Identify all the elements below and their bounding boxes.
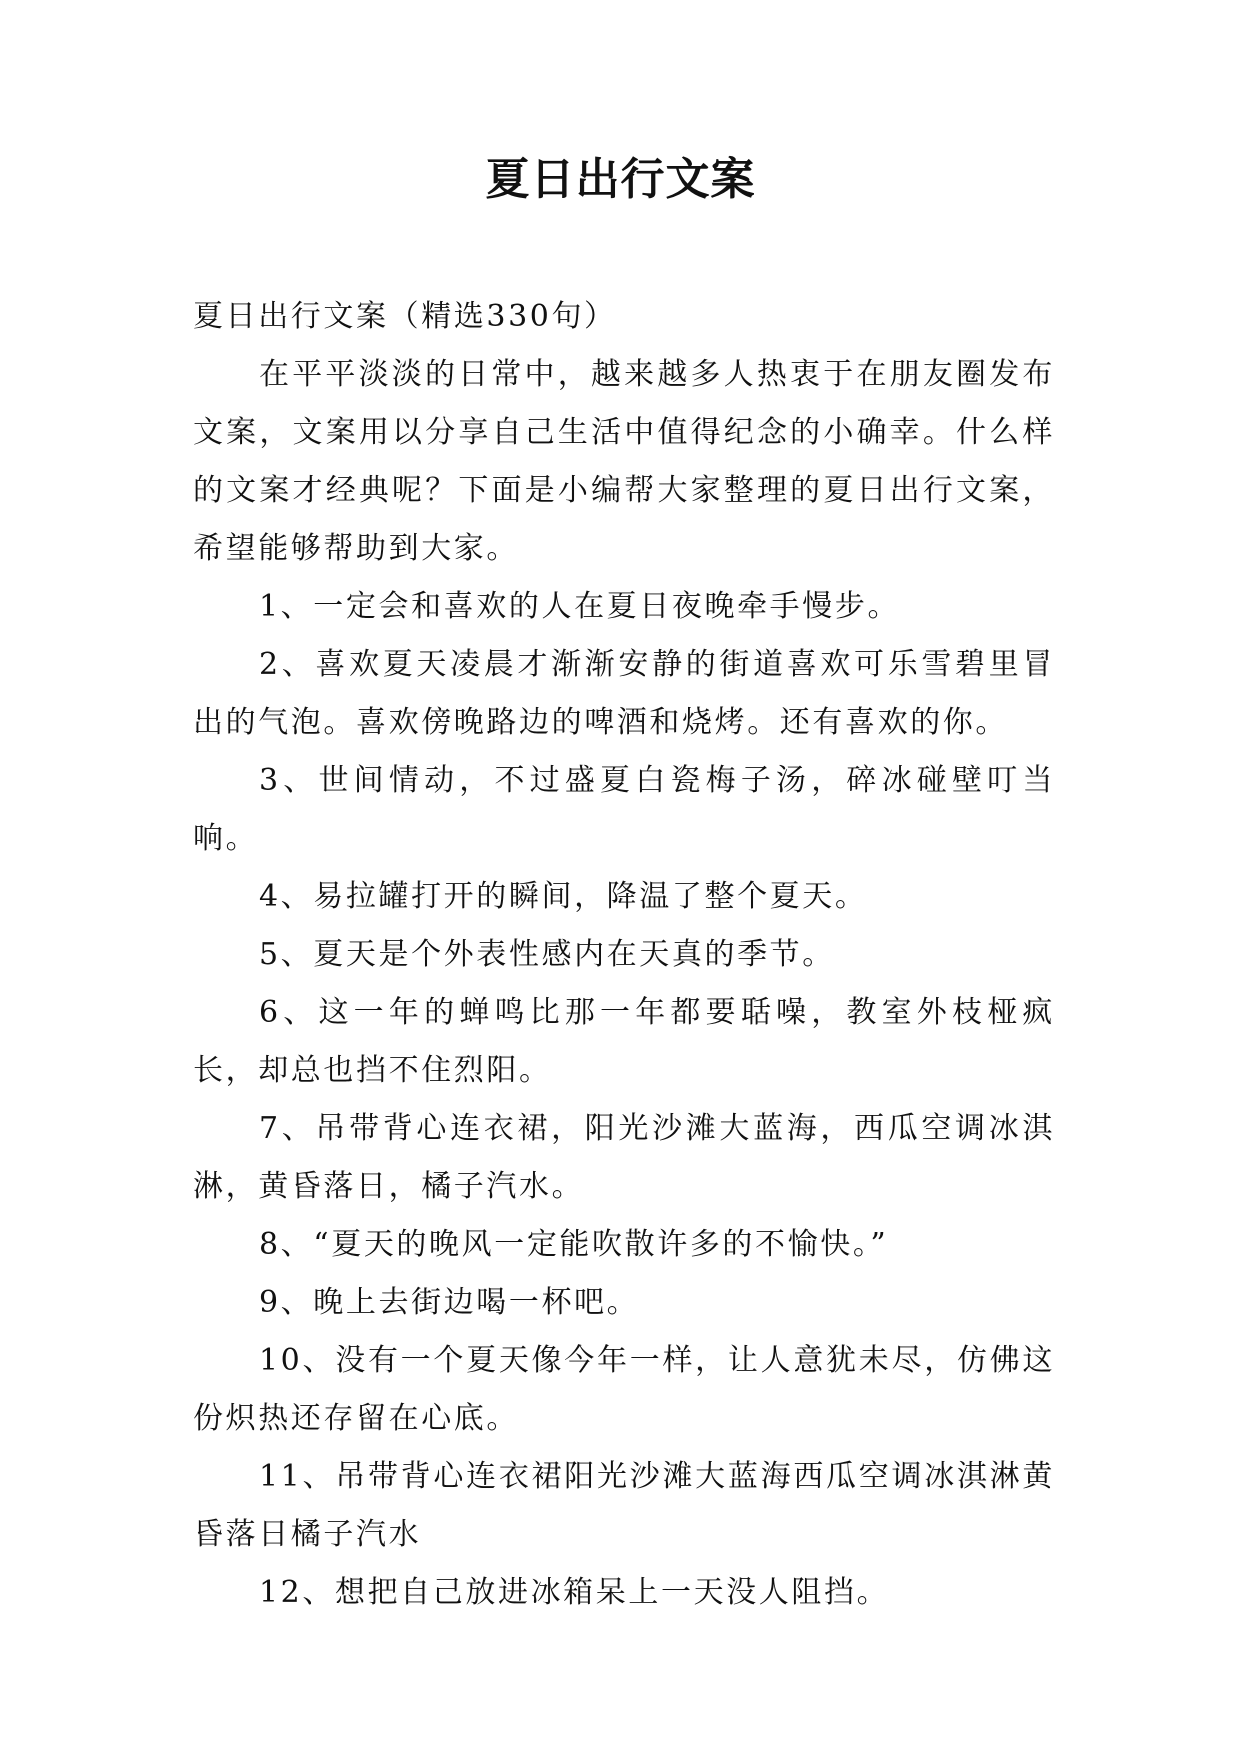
list-item: 2、喜欢夏天凌晨才渐渐安静的街道喜欢可乐雪碧里冒出的气泡。喜欢傍晚路边的啤酒和烧烤。还有喜欢的你。 xyxy=(193,647,1055,740)
list-item: 6、这一年的蝉鸣比那一年都要聒噪，教室外枝桠疯长，却总也挡不住烈阳。 xyxy=(193,995,1055,1088)
list-item: 11、吊带背心连衣裙阳光沙滩大蓝海西瓜空调冰淇淋黄昏落日橘子汽水 xyxy=(193,1459,1055,1552)
document-body xyxy=(193,288,1055,1622)
list-item: 12、想把自己放进冰箱呆上一天没人阻挡。 xyxy=(259,1575,890,1610)
list-item: 3、世间情动，不过盛夏白瓷梅子汤，碎冰碰壁叮当响。 xyxy=(193,763,1055,856)
document-title: 夏日出行文案 xyxy=(485,154,756,205)
list-item: 7、吊带背心连衣裙，阳光沙滩大蓝海，西瓜空调冰淇淋，黄昏落日，橘子汽水。 xyxy=(193,1111,1055,1204)
document-subtitle: 夏日出行文案（精选330句） xyxy=(193,299,617,334)
list-item: 8、“夏天的晚风一定能吹散许多的不愉快。” xyxy=(259,1227,889,1262)
list-item: 4、易拉罐打开的瞬间，降温了整个夏天。 xyxy=(259,879,868,914)
list-item: 5、夏天是个外表性感内在天真的季节。 xyxy=(259,937,835,972)
list-item: 1、一定会和喜欢的人在夏日夜晚牵手慢步。 xyxy=(259,589,901,624)
intro-paragraph: 在平平淡淡的日常中，越来越多人热衷于在朋友圈发布文案，文案用以分享自己生活中值得纪念的小确幸。什么样的文案才经典呢？下面是小编帮大家整理的夏日出行文案，希望能够帮助到大家。 xyxy=(193,357,1055,566)
list-item: 10、没有一个夏天像今年一样，让人意犹未尽，仿佛这份炽热还存留在心底。 xyxy=(193,1343,1055,1436)
list-item: 9、晚上去街边喝一杯吧。 xyxy=(259,1285,640,1320)
